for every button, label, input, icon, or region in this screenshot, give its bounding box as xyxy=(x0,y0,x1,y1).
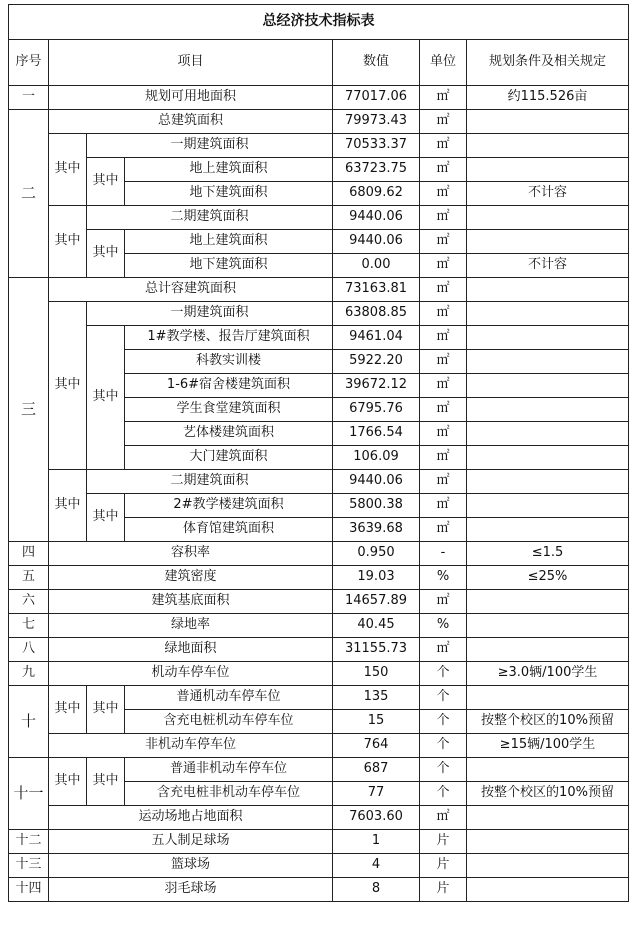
qizhong-label: 其中 xyxy=(49,302,87,470)
table-row xyxy=(9,470,629,494)
row-seq: 十三 xyxy=(9,854,49,878)
row-unit: 个 xyxy=(420,758,467,782)
table-row xyxy=(9,494,629,518)
row-item: 普通机动车停车位 xyxy=(125,686,333,710)
row-value: 73163.81 xyxy=(333,278,420,302)
row-note xyxy=(467,326,629,350)
row-unit: ㎡ xyxy=(420,422,467,446)
row-note xyxy=(467,854,629,878)
table-row xyxy=(9,158,629,182)
row-seq: 二 xyxy=(9,110,49,278)
row-item: 绿地面积 xyxy=(49,638,333,662)
row-value: 5800.38 xyxy=(333,494,420,518)
row-value: 77 xyxy=(333,782,420,806)
row-item: 运动场地占地面积 xyxy=(49,806,333,830)
row-item: 总计容建筑面积 xyxy=(49,278,333,302)
row-unit: ㎡ xyxy=(420,374,467,398)
row-seq: 四 xyxy=(9,542,49,566)
row-item: 大门建筑面积 xyxy=(125,446,333,470)
row-item: 一期建筑面积 xyxy=(87,302,333,326)
row-unit: % xyxy=(420,566,467,590)
row-unit: ㎡ xyxy=(420,86,467,110)
row-item: 二期建筑面积 xyxy=(87,206,333,230)
qizhong-label: 其中 xyxy=(49,206,87,278)
row-note xyxy=(467,806,629,830)
row-unit: ㎡ xyxy=(420,470,467,494)
row-note xyxy=(467,518,629,542)
row-note xyxy=(467,206,629,230)
row-value: 15 xyxy=(333,710,420,734)
row-unit: 个 xyxy=(420,662,467,686)
table-row xyxy=(9,134,629,158)
table-row xyxy=(9,110,629,134)
header-unit: 单位 xyxy=(420,40,467,86)
row-unit: ㎡ xyxy=(420,350,467,374)
row-item: 地上建筑面积 xyxy=(125,230,333,254)
row-unit: ㎡ xyxy=(420,110,467,134)
qizhong-label: 其中 xyxy=(49,686,87,734)
row-note: 不计容 xyxy=(467,254,629,278)
row-note xyxy=(467,638,629,662)
row-seq: 十二 xyxy=(9,830,49,854)
row-value: 19.03 xyxy=(333,566,420,590)
row-value: 9440.06 xyxy=(333,206,420,230)
table-row xyxy=(9,758,629,782)
qizhong-label: 其中 xyxy=(87,758,125,806)
row-value: 79973.43 xyxy=(333,110,420,134)
row-value: 31155.73 xyxy=(333,638,420,662)
row-note: 约115.526亩 xyxy=(467,86,629,110)
row-value: 7603.60 xyxy=(333,806,420,830)
row-note: ≤25% xyxy=(467,566,629,590)
row-value: 9440.06 xyxy=(333,230,420,254)
table-row xyxy=(9,206,629,230)
table-row xyxy=(9,686,629,710)
qizhong-label: 其中 xyxy=(49,134,87,206)
row-unit: % xyxy=(420,614,467,638)
row-item: 普通非机动车停车位 xyxy=(125,758,333,782)
header-seq: 序号 xyxy=(9,40,49,86)
header-row xyxy=(9,40,629,86)
row-value: 1766.54 xyxy=(333,422,420,446)
row-item: 绿地率 xyxy=(49,614,333,638)
row-note xyxy=(467,878,629,902)
row-value: 4 xyxy=(333,854,420,878)
row-value: 9461.04 xyxy=(333,326,420,350)
row-value: 764 xyxy=(333,734,420,758)
row-item: 非机动车停车位 xyxy=(49,734,333,758)
row-value: 77017.06 xyxy=(333,86,420,110)
row-seq: 九 xyxy=(9,662,49,686)
table-row xyxy=(9,590,629,614)
table-row xyxy=(9,734,629,758)
row-note: ≥15辆/100学生 xyxy=(467,734,629,758)
row-unit: ㎡ xyxy=(420,518,467,542)
table-row xyxy=(9,230,629,254)
row-unit: 片 xyxy=(420,830,467,854)
row-seq: 十 xyxy=(9,686,49,758)
row-value: 135 xyxy=(333,686,420,710)
row-value: 150 xyxy=(333,662,420,686)
row-unit: ㎡ xyxy=(420,182,467,206)
row-unit: ㎡ xyxy=(420,302,467,326)
row-note xyxy=(467,302,629,326)
row-seq: 十一 xyxy=(9,758,49,830)
row-unit: 个 xyxy=(420,782,467,806)
row-unit: 个 xyxy=(420,710,467,734)
row-seq: 七 xyxy=(9,614,49,638)
row-value: 106.09 xyxy=(333,446,420,470)
row-note xyxy=(467,446,629,470)
row-seq: 十四 xyxy=(9,878,49,902)
row-note xyxy=(467,422,629,446)
row-unit: ㎡ xyxy=(420,494,467,518)
row-unit: ㎡ xyxy=(420,446,467,470)
row-unit: 片 xyxy=(420,878,467,902)
row-note xyxy=(467,350,629,374)
row-item: 建筑密度 xyxy=(49,566,333,590)
row-unit: ㎡ xyxy=(420,806,467,830)
row-value: 63808.85 xyxy=(333,302,420,326)
row-item: 五人制足球场 xyxy=(49,830,333,854)
row-value: 6809.62 xyxy=(333,182,420,206)
row-unit: ㎡ xyxy=(420,398,467,422)
row-item: 容积率 xyxy=(49,542,333,566)
table-row xyxy=(9,614,629,638)
qizhong-label: 其中 xyxy=(87,158,125,206)
row-unit: ㎡ xyxy=(420,278,467,302)
row-unit: ㎡ xyxy=(420,638,467,662)
row-value: 63723.75 xyxy=(333,158,420,182)
row-value: 3639.68 xyxy=(333,518,420,542)
row-item: 艺体楼建筑面积 xyxy=(125,422,333,446)
header-value: 数值 xyxy=(333,40,420,86)
row-unit: ㎡ xyxy=(420,326,467,350)
row-value: 0.00 xyxy=(333,254,420,278)
row-item: 地下建筑面积 xyxy=(125,254,333,278)
qizhong-label: 其中 xyxy=(87,494,125,542)
row-value: 70533.37 xyxy=(333,134,420,158)
row-value: 8 xyxy=(333,878,420,902)
row-note: ≥3.0辆/100学生 xyxy=(467,662,629,686)
row-item: 学生食堂建筑面积 xyxy=(125,398,333,422)
row-item: 1-6#宿舍楼建筑面积 xyxy=(125,374,333,398)
table-row xyxy=(9,662,629,686)
table-row xyxy=(9,566,629,590)
row-unit: ㎡ xyxy=(420,134,467,158)
row-note xyxy=(467,470,629,494)
row-unit: 个 xyxy=(420,734,467,758)
row-item: 篮球场 xyxy=(49,854,333,878)
row-seq: 六 xyxy=(9,590,49,614)
row-note xyxy=(467,830,629,854)
row-seq: 一 xyxy=(9,86,49,110)
row-value: 14657.89 xyxy=(333,590,420,614)
row-item: 1#教学楼、报告厅建筑面积 xyxy=(125,326,333,350)
row-note xyxy=(467,230,629,254)
row-item: 科教实训楼 xyxy=(125,350,333,374)
row-item: 羽毛球场 xyxy=(49,878,333,902)
table-row xyxy=(9,806,629,830)
row-value: 40.45 xyxy=(333,614,420,638)
table-row xyxy=(9,638,629,662)
row-item: 地上建筑面积 xyxy=(125,158,333,182)
row-item: 规划可用地面积 xyxy=(49,86,333,110)
row-seq: 三 xyxy=(9,278,49,542)
row-unit: - xyxy=(420,542,467,566)
row-note xyxy=(467,614,629,638)
row-item: 二期建筑面积 xyxy=(87,470,333,494)
row-value: 687 xyxy=(333,758,420,782)
row-note xyxy=(467,494,629,518)
qizhong-label: 其中 xyxy=(49,470,87,542)
row-unit: ㎡ xyxy=(420,158,467,182)
row-unit: ㎡ xyxy=(420,230,467,254)
row-item: 体育馆建筑面积 xyxy=(125,518,333,542)
table-row xyxy=(9,878,629,902)
row-seq: 五 xyxy=(9,566,49,590)
table-row xyxy=(9,86,629,110)
row-unit: 个 xyxy=(420,686,467,710)
row-item: 总建筑面积 xyxy=(49,110,333,134)
header-item: 项目 xyxy=(49,40,333,86)
row-value: 0.950 xyxy=(333,542,420,566)
table-row xyxy=(9,830,629,854)
table-row xyxy=(9,278,629,302)
row-note: 不计容 xyxy=(467,182,629,206)
row-item: 地下建筑面积 xyxy=(125,182,333,206)
row-note xyxy=(467,398,629,422)
row-value: 5922.20 xyxy=(333,350,420,374)
row-note: 按整个校区的10%预留 xyxy=(467,710,629,734)
qizhong-label: 其中 xyxy=(49,758,87,806)
row-note xyxy=(467,158,629,182)
qizhong-label: 其中 xyxy=(87,686,125,734)
row-note xyxy=(467,590,629,614)
row-value: 6795.76 xyxy=(333,398,420,422)
table-row xyxy=(9,302,629,326)
table-row xyxy=(9,542,629,566)
row-unit: 片 xyxy=(420,854,467,878)
row-value: 39672.12 xyxy=(333,374,420,398)
row-unit: ㎡ xyxy=(420,254,467,278)
row-item: 一期建筑面积 xyxy=(87,134,333,158)
row-item: 2#教学楼建筑面积 xyxy=(125,494,333,518)
row-unit: ㎡ xyxy=(420,206,467,230)
row-seq: 八 xyxy=(9,638,49,662)
qizhong-label: 其中 xyxy=(87,230,125,278)
table-title: 总经济技术指标表 xyxy=(9,5,629,40)
economic-indicator-table xyxy=(8,4,629,902)
row-value: 1 xyxy=(333,830,420,854)
row-note: ≤1.5 xyxy=(467,542,629,566)
row-item: 含充电桩机动车停车位 xyxy=(125,710,333,734)
row-note xyxy=(467,134,629,158)
qizhong-label: 其中 xyxy=(87,326,125,470)
row-item: 机动车停车位 xyxy=(49,662,333,686)
row-note xyxy=(467,110,629,134)
table-row xyxy=(9,854,629,878)
row-note: 按整个校区的10%预留 xyxy=(467,782,629,806)
row-unit: ㎡ xyxy=(420,590,467,614)
row-item: 含充电桩非机动车停车位 xyxy=(125,782,333,806)
table-row xyxy=(9,326,629,350)
row-note xyxy=(467,374,629,398)
header-note: 规划条件及相关规定 xyxy=(467,40,629,86)
row-value: 9440.06 xyxy=(333,470,420,494)
row-item: 建筑基底面积 xyxy=(49,590,333,614)
row-note xyxy=(467,686,629,710)
row-note xyxy=(467,278,629,302)
row-note xyxy=(467,758,629,782)
